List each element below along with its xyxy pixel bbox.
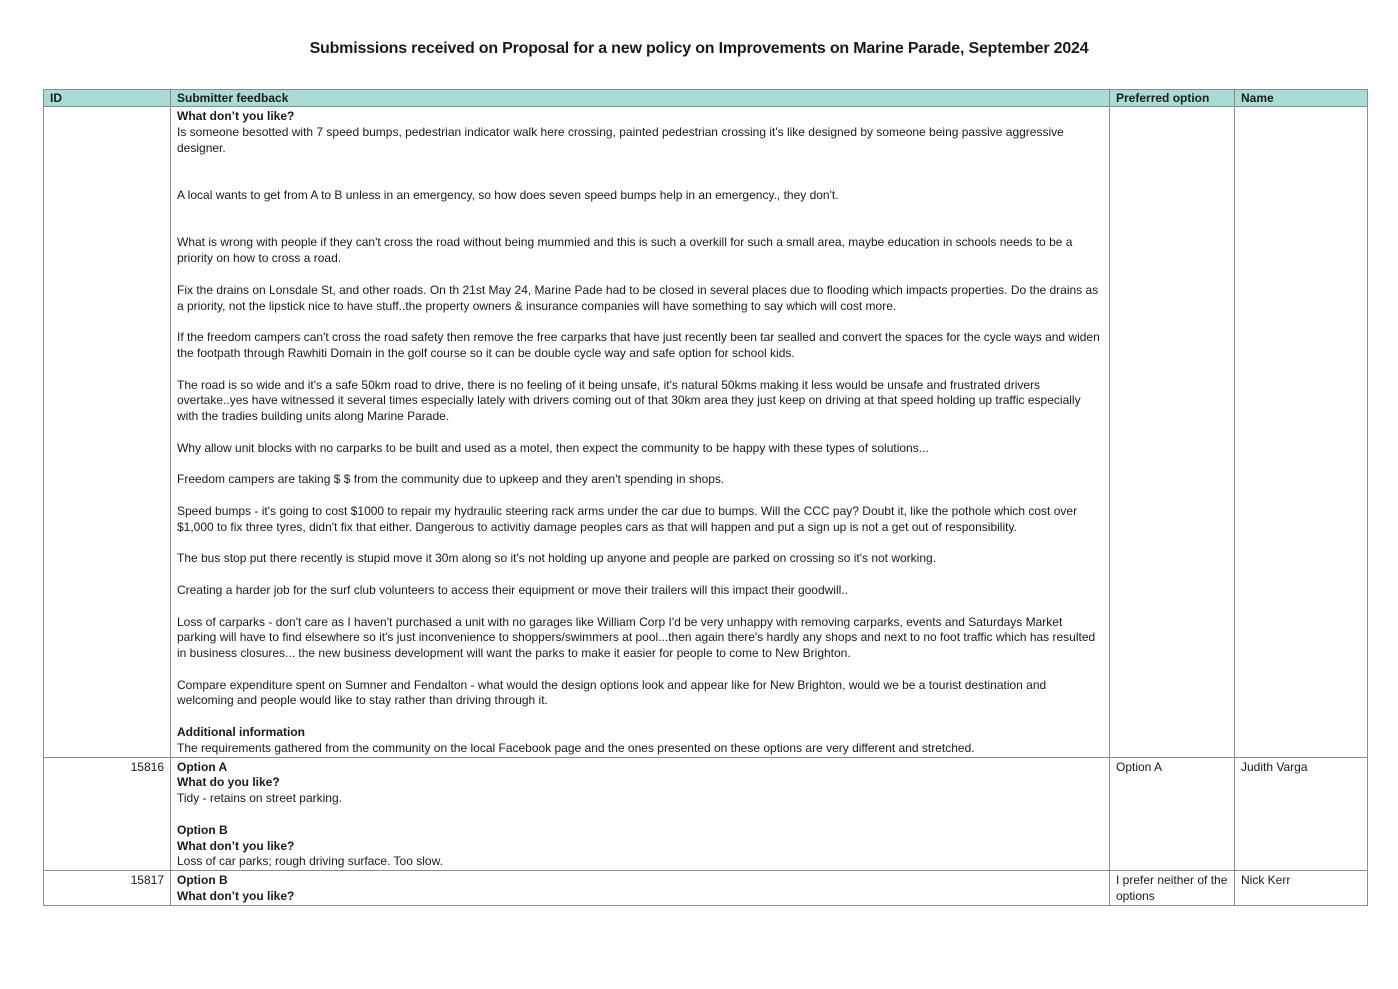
section-heading: What don’t you like? (177, 109, 295, 123)
feedback-paragraph: Freedom campers are taking $ $ from the community due to upkeep and they aren't spending in shops. (177, 472, 725, 487)
column-header-feedback: Submitter feedback (171, 90, 1110, 107)
feedback-paragraph: Why allow unit blocks with no carparks to be built and used as a motel, then expect the community to be happy with these types of solutions... (177, 440, 929, 455)
preferred-option: Option A (1110, 757, 1235, 871)
section-heading: Additional information (177, 725, 305, 740)
table-row (44, 107, 1368, 758)
section-heading: What don’t you like? (177, 889, 295, 904)
submitter-feedback (171, 871, 1110, 906)
feedback-paragraph: The road is so wide and it's a safe 50km road to drive, there is no feeling of it being unsafe, it's natural 50kms making it less would be unsafe and frustrated drivers overtake..yes have witnessed it several times especially lately with drivers coming out of that 30km area they just keep on driving at that speed holding up traffic especially with the tradies building units along Marine Parade. (177, 377, 1081, 424)
feedback-paragraph: If the freedom campers can't cross the road safety then remove the free carparks that have just recently been tar sealled and convert the spaces for the cycle ways and widen the footpath through Rawhiti Domain in the golf course so it can be double cycle way and safe option for school kids. (177, 330, 1100, 360)
submission-id: 15816 (44, 757, 171, 871)
option-heading: Option B (177, 873, 228, 888)
section-heading: What do you like? (177, 775, 280, 790)
feedback-paragraph: A local wants to get from A to B unless in an emergency, so how does seven speed bumps help in an emergency., they don't. (177, 187, 839, 202)
feedback-paragraph: Speed bumps - it's going to cost $1000 to repair my hydraulic steering rack arms under the car due to bumps. Will the CCC pay? Doubt it, like the pothole which cost over $1,000 to fix three tyres, didn't fix that either. Dangerous to activitiy damage peoples cars as that will happen and put a sign up is not a get out of responsibility. (177, 503, 1078, 534)
table-row (44, 871, 1368, 906)
feedback-paragraph: Is someone besotted with 7 speed bumps, pedestrian indicator walk here crossing, painted pedestrian crossing it's like designed by someone being passive aggressive designer. (177, 124, 1064, 155)
section-heading: What don’t you like? (177, 838, 295, 853)
option-heading: Option A (177, 759, 228, 774)
feedback-paragraph: Fix the drains on Lonsdale St, and other roads. On th 21st May 24, Marine Pade had to be closed in several places due to flooding which impacts properties. Do the drains as a priority, not the lipstick nice to have stuff..the property owners & insurance companies will have something to say which will cost more. (177, 282, 1099, 313)
submitter-name (1235, 107, 1368, 758)
table-row (44, 757, 1368, 871)
feedback-paragraph: Compare expenditure spent on Sumner and Fendalton - what would the design options look and appear like for New Brighton, would we be a tourist destination and welcoming and people would like to stay rather than driving through it. (177, 677, 1047, 708)
submissions-table (43, 89, 1368, 906)
column-header-preferred-option: Preferred option (1110, 90, 1235, 107)
submission-id: 15817 (44, 871, 171, 906)
table-header-row (44, 90, 1368, 107)
page-title: Submissions received on Proposal for a new policy on Improvements on Marine Parade, September 2024 (309, 40, 1089, 57)
additional-information: The requirements gathered from the community on the local Facebook page and the ones presented on these options are very different and stretched. (177, 740, 975, 755)
feedback-paragraph: Loss of car parks; rough driving surface. Too slow. (177, 854, 443, 869)
preferred-option: I prefer neither of the options (1110, 871, 1235, 906)
feedback-paragraph: Creating a harder job for the surf club volunteers to access their equipment or move their trailers will this impact their goodwill.. (177, 582, 848, 597)
submitter-name: Nick Kerr (1235, 871, 1368, 906)
feedback-paragraph: Loss of carparks - don't care as I haven't purchased a unit with no garages like William Corp I'd be very unhappy with removing carparks, events and Saturdays Market parking will have to find elsewhere so it's just inconvenience to shoppers/swimmers at pool...then again there's hardly any shops and next to no foot traffic which has resulted in business closures... the new business development will want the parks to make it easier for people to come to New Brighton. (177, 614, 1096, 661)
submission-id (44, 107, 171, 758)
column-header-name: Name (1235, 90, 1368, 107)
feedback-paragraph: Tidy - retains on street parking. (177, 791, 342, 806)
feedback-paragraph: The bus stop put there recently is stupid move it 30m along so it's not holding up anyone and people are parked on crossing so it's not working. (177, 551, 937, 566)
submitter-feedback (171, 757, 1110, 871)
preferred-option (1110, 107, 1235, 758)
submitter-feedback (171, 107, 1110, 758)
submitter-name: Judith Varga (1235, 757, 1368, 871)
column-header-id: ID (44, 90, 171, 107)
feedback-paragraph: What is wrong with people if they can't cross the road without being mummied and this is such a overkill for such a small area, maybe education in schools needs to be a priority on how to cross a road. (177, 235, 1073, 266)
option-heading: Option B (177, 822, 228, 837)
